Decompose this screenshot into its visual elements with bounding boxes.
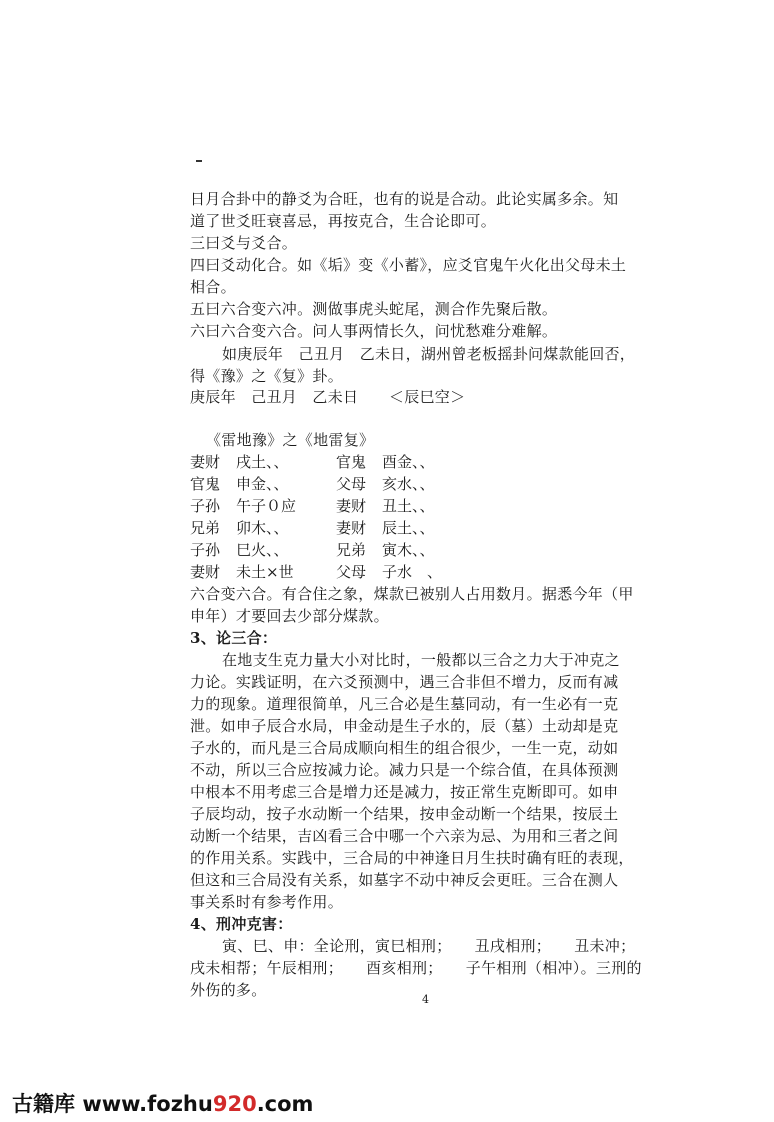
- gua-relation: 妻财: [336, 519, 367, 537]
- gua-branch: 申金、、: [236, 475, 289, 493]
- site-name: 古籍库: [12, 1092, 75, 1116]
- gua-row: [190, 517, 435, 539]
- gua-row: [190, 473, 435, 495]
- gua-branch: 卯木、、: [236, 519, 289, 537]
- gua-branch: 巳火、、: [236, 541, 289, 559]
- text-line: 如庚辰年 己丑月 乙未日，湖州曾老板摇卦问煤款能回否，: [222, 345, 636, 363]
- site-url-number: 920: [212, 1092, 257, 1116]
- gua-row: [190, 539, 435, 561]
- gua-branch: 戌土、、: [236, 453, 289, 471]
- gua-relation: 妻财: [190, 563, 221, 581]
- gua-branch: 丑土、、: [382, 497, 435, 515]
- paragraph-line: 动断一个结果，吉凶看三合中哪一个六亲为忌、为用和三者之间: [190, 827, 619, 845]
- gua-branch: 午子０应: [236, 497, 297, 515]
- gua-title: 《雷地豫》之《地雷复》: [206, 431, 375, 449]
- paragraph-line: 在地支生克力量大小对比时，一般都以三合之力大于冲克之: [222, 651, 620, 669]
- section-heading: 4、刑冲克害：: [190, 915, 293, 933]
- paragraph-line: 中根本不用考虑三合是增力还是减力，按正常生克断即可。如申: [190, 783, 619, 801]
- gua-branch: 未土×世: [236, 563, 294, 581]
- gua-relation: 子孙: [190, 541, 221, 559]
- paragraph-line: 子水的，而凡是三合局成顺向相生的组合很少，一生一克，动如: [190, 739, 619, 757]
- gua-branch: 寅木、、: [382, 541, 435, 559]
- paragraph-line: 外伤的多。: [190, 981, 267, 999]
- gua-relation: 兄弟: [190, 519, 221, 537]
- text-line: 庚辰年 己丑月 乙未日 ＜辰巳空＞: [190, 388, 466, 406]
- gua-relation: 妻财: [336, 497, 367, 515]
- paragraph-line: 子辰均动，按子水动断一个结果，按申金动断一个结果，按辰土: [190, 805, 619, 823]
- gua-relation: 父母: [336, 475, 367, 493]
- text-line: 五曰六合变六冲。测做事虎头蛇尾，测合作先聚后散。: [190, 300, 558, 318]
- text-line: 六合变六合。有合住之象，煤款已被别人占用数月。据悉今年（甲: [190, 585, 634, 603]
- gua-relation: 兄弟: [336, 541, 367, 559]
- paragraph-line: 的作用关系。实践中，三合局的中神逢日月生扶时确有旺的表现，: [190, 849, 634, 867]
- gua-branch: 亥水、、: [382, 475, 435, 493]
- paragraph-line: 事关系时有参考作用。: [190, 893, 344, 911]
- page-number: 4: [422, 993, 429, 1006]
- site-url-suffix: .com: [256, 1092, 314, 1116]
- paragraph-line: 力论。实践证明，在六爻预测中，遇三合非但不增力，反而有减: [190, 673, 619, 691]
- text-line: 日月合卦中的静爻为合旺，也有的说是合动。此论实属多余。知: [190, 190, 619, 208]
- gua-branch: 子水 、: [382, 563, 443, 581]
- gua-relation: 官鬼: [336, 453, 367, 471]
- paragraph-line: 但这和三合局没有关系，如墓字不动中神反会更旺。三合在测人: [190, 871, 619, 889]
- text-line: 相合。: [190, 278, 236, 296]
- paragraph-line: 寅、巳、申：全论刑，寅巳相刑； 丑戌相刑； 丑未冲；: [222, 937, 636, 955]
- text-line: 四曰爻动化合。如《垢》变《小蓄》，应爻官鬼午火化出父母未土: [190, 256, 627, 274]
- section-heading: 3、论三合：: [190, 629, 278, 647]
- watermark-footer: [12, 1088, 313, 1118]
- gua-relation: 官鬼: [190, 475, 221, 493]
- paragraph-line: 泄。如申子辰合水局，申金动是生子水的，辰（墓）土动却是克: [190, 717, 619, 735]
- text-line: 三曰爻与爻合。: [190, 234, 298, 252]
- text-line: 六曰六合变六合。问人事两情长久，问忧愁难分难解。: [190, 322, 558, 340]
- text-line: 申年）才要回去少部分煤款。: [190, 607, 389, 625]
- gua-row: [190, 561, 442, 583]
- text-line: 得《豫》之《复》卦。: [190, 367, 344, 385]
- paragraph-line: 力的现象。道理很简单，凡三合必是生墓同动，有一生必有一克: [190, 695, 619, 713]
- gua-relation: 父母: [336, 563, 367, 581]
- gua-relation: 子孙: [190, 497, 221, 515]
- gua-relation: 妻财: [190, 453, 221, 471]
- gua-branch: 酉金、、: [382, 453, 435, 471]
- text-line: 道了世爻旺衰喜忌，再按克合，生合论即可。: [190, 212, 497, 230]
- gua-branch: 辰土、、: [382, 519, 435, 537]
- gua-row: [190, 451, 435, 473]
- paragraph-line: 戌未相帮；午辰相刑； 酉亥相刑； 子午相刑（相冲）。三刑的: [190, 959, 642, 977]
- paragraph-line: 不动，所以三合应按减力论。减力只是一个综合值，在具体预测: [190, 761, 619, 779]
- gua-row: [190, 495, 435, 517]
- scan-mark: [196, 160, 202, 162]
- site-url-prefix: www.fozhu: [82, 1092, 213, 1116]
